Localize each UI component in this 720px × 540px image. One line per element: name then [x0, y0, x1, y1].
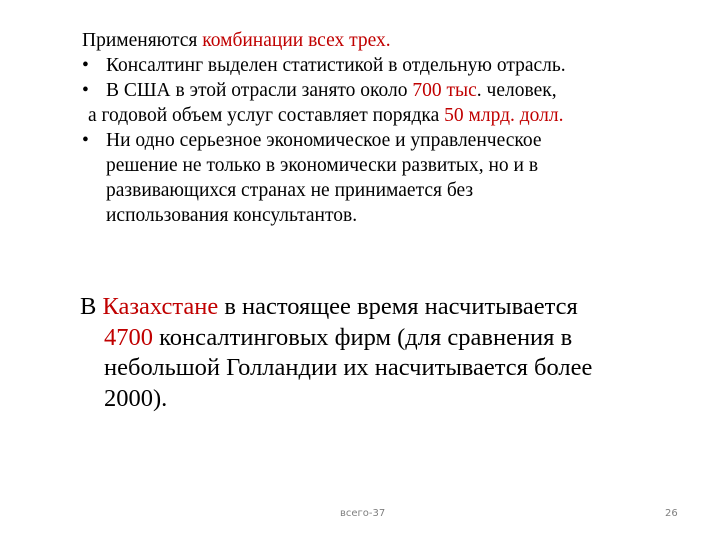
slide-total-footer: всего-37	[340, 508, 386, 519]
kazakhstan-line-1	[80, 292, 700, 323]
intro-line	[82, 28, 702, 53]
intro-highlight: комбинации всех трех.	[202, 30, 391, 51]
bullet-icon: •	[82, 55, 89, 76]
bullet-text: Ни одно серьезное экономическое и управленческое	[106, 130, 542, 151]
bullet-item-usa	[82, 78, 702, 103]
kazakhstan-line-2	[80, 323, 700, 354]
bullet-item-consulting	[82, 53, 702, 78]
paragraph-text: консалтинговых фирм (для сравнения в	[153, 323, 573, 351]
bullet-continuation: использования консультантов.	[106, 205, 358, 226]
bullet-text: . человек,	[476, 80, 557, 101]
page-number: 26	[665, 508, 678, 519]
intro-text: Применяются	[82, 30, 203, 51]
usa-employees-highlight: 700 тыс	[412, 80, 477, 101]
bullet-text: В США в этой отрасли занято около	[106, 80, 413, 101]
firm-count-highlight: 4700	[104, 323, 153, 351]
bullet-item-decisions	[82, 128, 702, 153]
bullet-continuation: развивающихся странах не принимается без	[106, 180, 474, 201]
bullet-icon: •	[82, 80, 89, 101]
volume-highlight: 50 млрд. долл.	[444, 105, 564, 126]
kazakhstan-line-4: 2000).	[104, 384, 168, 412]
bullet-continuation: решение не только в экономически развитых, но и в	[106, 155, 539, 176]
main-text-block	[82, 28, 702, 228]
usa-volume-line	[82, 103, 702, 128]
bullet-text: Консалтинг выделен статистикой в отдельную отрасль.	[106, 55, 566, 76]
kazakhstan-paragraph	[80, 292, 700, 414]
kazakhstan-line-3: небольшой Голландии их насчитывается более	[104, 354, 593, 381]
paragraph-text: В	[80, 293, 103, 320]
paragraph-text: в настоящее время насчитывается	[218, 293, 578, 320]
bullet-icon: •	[82, 130, 89, 151]
volume-text: а годовой объем услуг составляет порядка	[88, 105, 445, 126]
kazakhstan-highlight: Казахстане	[102, 293, 219, 320]
